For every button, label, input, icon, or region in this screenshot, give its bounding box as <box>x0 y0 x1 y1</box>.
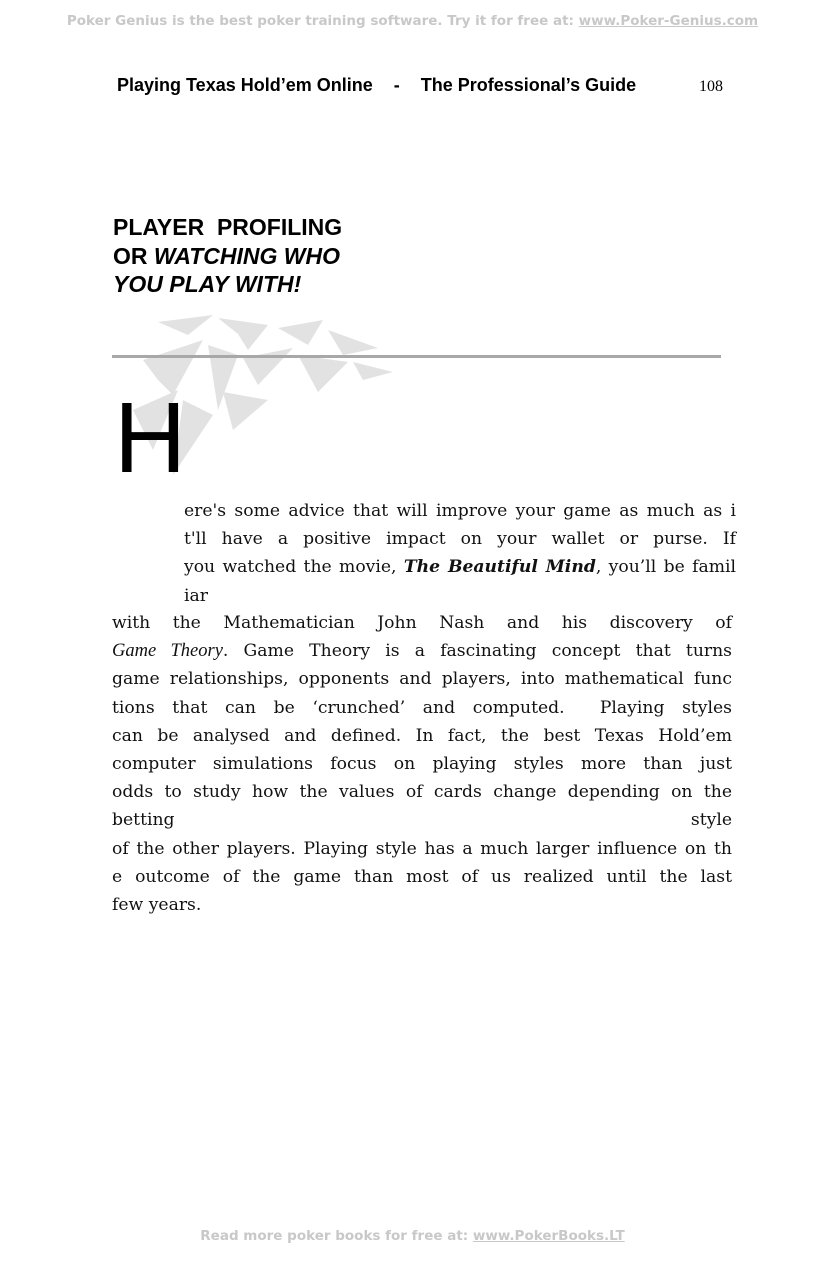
text-line: ere's some advice that will improve your game as much as i <box>184 501 736 521</box>
text-line <box>112 637 732 665</box>
chapter-title-italic: WATCHING WHO <box>153 242 340 269</box>
chapter-title-line-1: PLAYER PROFILING <box>113 214 343 240</box>
text-line: can be analysed and defined. In fact, the best Texas Hold’em <box>112 725 732 746</box>
text-line: computer simulations focus on playing styles more than just <box>112 753 732 774</box>
pokerbooks-link[interactable]: www.PokerBooks.LT <box>472 1228 625 1244</box>
text-line: few years. <box>112 894 202 915</box>
text-line: game relationships, opponents and players, into mathematical func <box>112 669 732 690</box>
text-line: betting style <box>112 810 732 831</box>
poker-genius-link[interactable]: www.Poker-Genius.com <box>578 13 759 29</box>
text-span: you watched the movie, <box>184 557 404 578</box>
book-subtitle: The Professional’s Guide <box>420 75 637 95</box>
text-line: tions that can be ‘crunched’ and computed. Playing styles <box>112 697 732 718</box>
top-promo-banner <box>0 13 825 29</box>
chapter-title <box>113 213 433 299</box>
book-title: Playing Texas Hold’em Online <box>117 75 373 95</box>
intro-paragraph <box>184 497 736 610</box>
running-header <box>117 75 657 96</box>
header-separator: - <box>393 75 400 95</box>
top-promo-text: Poker Genius is the best poker training software. Try it for free at: <box>66 13 579 29</box>
text-span: . Game Theory is a fascinating concept that turns <box>222 641 732 662</box>
game-theory-term: Game Theory <box>112 641 223 662</box>
text-line: of the other players. Playing style has a much larger influence on th <box>112 838 732 859</box>
bottom-promo-banner <box>0 1228 825 1244</box>
text-line: odds to study how the values of cards change depending on the <box>112 782 732 803</box>
text-span: , you’ll be famil <box>595 557 736 578</box>
movie-title: The Beautiful Mind <box>403 557 596 578</box>
chapter-title-line-2 <box>113 242 433 271</box>
body-paragraph <box>112 609 732 919</box>
chapter-divider <box>112 355 721 358</box>
text-line <box>184 553 736 581</box>
bottom-promo-text: Read more poker books for free at: <box>200 1228 473 1244</box>
text-line: with the Mathematician John Nash and his discovery of <box>112 613 732 633</box>
text-line: t'll have a positive impact on your wallet or purse. If <box>184 529 736 550</box>
text-line: iar <box>184 585 208 606</box>
page-number: 108 <box>699 78 723 95</box>
chapter-title-line-3: YOU PLAY WITH! <box>113 271 302 297</box>
text-line: e outcome of the game than most of us realized until the last <box>112 866 732 887</box>
chapter-title-or: OR <box>113 242 154 269</box>
drop-cap: H <box>114 382 187 494</box>
